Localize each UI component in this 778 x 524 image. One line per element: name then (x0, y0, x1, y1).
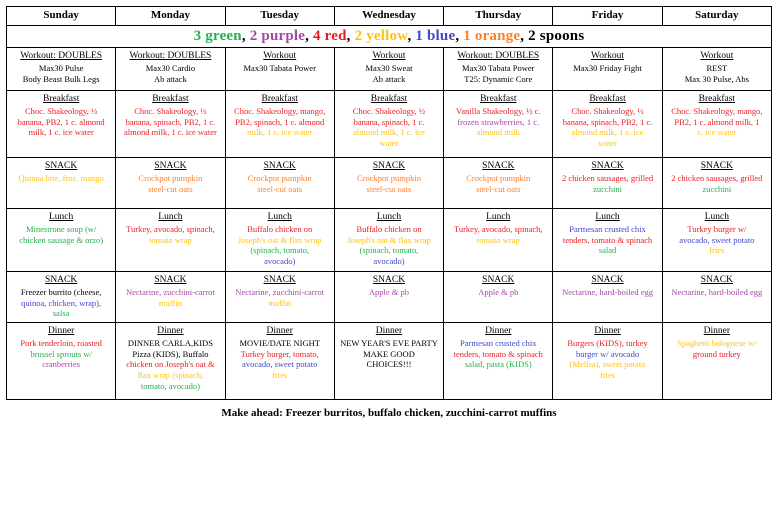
snack-2-cell-2 (225, 272, 334, 323)
workout-label: Workout (700, 51, 734, 61)
breakfast-line-2: almond milk (476, 127, 520, 138)
lunch-label: Lunch (267, 212, 292, 222)
lunch-line-3: avocado) (373, 255, 405, 266)
snack-2-row (7, 272, 772, 323)
lunch-line-3: avocado) (264, 255, 296, 266)
lunch-label: Lunch (486, 212, 511, 222)
snack-2-text (447, 287, 549, 298)
workout-cell-6 (662, 48, 771, 91)
workout-line-1: Max 30 Pulse, Abs (684, 73, 749, 84)
breakfast-label: Breakfast (480, 94, 517, 104)
workout-line-1: T25: Dynamic Core (464, 73, 533, 84)
dinner-cell-1 (116, 323, 225, 400)
dinner-line-1: avocado, sweet potato (242, 359, 318, 370)
dinner-cell-3 (334, 323, 443, 400)
lunch-cell-3 (334, 209, 443, 272)
snack-1-label: SNACK (482, 161, 515, 171)
dinner-line-0: Pizza (KIDS), Buffalo (132, 348, 209, 359)
workout-text (447, 63, 549, 84)
snack-1-text (666, 173, 768, 194)
workout-line-1: Ab attack (372, 73, 406, 84)
lunch-text (666, 224, 768, 256)
dinner-line-1: burger w/ avocado (575, 348, 640, 359)
snack-1-label: SNACK (154, 161, 187, 171)
lunch-text (119, 224, 221, 245)
snack-1-line-0: 2 chicken sausages, grilled (671, 173, 763, 183)
snack-1-line-1: steel-cut oats (257, 183, 302, 194)
breakfast-label: Breakfast (261, 94, 298, 104)
dinner-line-3: fries (599, 369, 616, 380)
breakfast-line-2: almond milk, 1 c. ice water (124, 127, 217, 138)
snack-2-line-0: Nectarine, hard-boiled egg (562, 287, 653, 297)
lunch-line-1: tomato wrap (476, 234, 520, 245)
container-count-part-11: , (520, 28, 529, 44)
snack-1-label: SNACK (45, 161, 78, 171)
snack-1-line-0: Crockpot pumpkin (356, 173, 421, 183)
container-count-part-4: 4 red (313, 28, 347, 44)
workout-line-0: REST (706, 63, 728, 73)
workout-line-1: Body Beast Bulk Legs (22, 73, 100, 84)
snack-1-text (556, 173, 658, 194)
workout-cell-3 (334, 48, 443, 91)
breakfast-text (556, 106, 658, 149)
lunch-row (7, 209, 772, 272)
breakfast-text (338, 106, 440, 149)
snack-1-cell-6 (662, 158, 771, 209)
snack-2-text (119, 287, 221, 308)
breakfast-line-2: milk, 1 c. ice water (247, 127, 313, 138)
breakfast-cell-0 (7, 91, 116, 158)
snack-1-line-0: Crockpot pumpkin (466, 173, 531, 183)
container-count-part-10: 1 orange (463, 28, 521, 44)
breakfast-label: Breakfast (589, 94, 626, 104)
snack-2-label: SNACK (154, 275, 187, 285)
snack-2-text (666, 287, 768, 298)
snack-1-line-0: Crockpot pumpkin (247, 173, 312, 183)
container-count-part-3: , (305, 28, 314, 44)
snack-1-label: SNACK (263, 161, 296, 171)
workout-line-0: Max30 Cardio (145, 63, 196, 73)
day-header-saturday: Saturday (662, 7, 771, 26)
make-ahead-note: Make ahead: Freezer burritos, buffalo chicken, zucchini-carrot muffins (221, 407, 557, 419)
workout-cell-4 (444, 48, 553, 91)
lunch-text (447, 224, 549, 245)
breakfast-label: Breakfast (370, 94, 408, 104)
snack-1-label: SNACK (372, 161, 406, 171)
breakfast-label: Breakfast (152, 94, 189, 104)
dinner-text (666, 338, 768, 359)
snack-1-line-1: zucchini (593, 183, 622, 194)
breakfast-cell-4 (444, 91, 553, 158)
lunch-text (338, 224, 440, 267)
dinner-row (7, 323, 772, 400)
lunch-line-1: tomato wrap (149, 234, 192, 245)
breakfast-label: Breakfast (698, 94, 736, 104)
breakfast-line-1: banana, spinach, PB2, 1 c. (125, 116, 216, 127)
lunch-label: Lunch (376, 212, 402, 222)
snack-2-line-0: Apple & pb (478, 287, 519, 297)
day-header-tuesday: Tuesday (225, 7, 334, 26)
snack-2-text (556, 287, 658, 298)
lunch-line-0: Turkey, avocado, spinach, (453, 224, 543, 234)
container-count-part-2: 2 purple (249, 28, 306, 44)
snack-2-cell-1 (116, 272, 225, 323)
container-count-part-0: 3 green (193, 28, 242, 44)
snack-1-label: SNACK (591, 161, 624, 171)
dinner-subtitle: MOVIE/DATE NIGHT (239, 338, 320, 348)
container-count-part-6: 2 yellow (354, 28, 408, 44)
workout-cell-2 (225, 48, 334, 91)
breakfast-text (229, 106, 331, 138)
dinner-line-2: flax wrap (spinach, (137, 369, 204, 380)
breakfast-line-0: Choc. Shakeology, ½ (134, 106, 207, 116)
dinner-line-0: Spaghetti bolognese w/ (677, 338, 757, 348)
dinner-label: Dinner (157, 326, 184, 336)
snack-2-label: SNACK (591, 275, 624, 285)
breakfast-line-0: Choc. Shakeology, mango, (671, 106, 763, 116)
dinner-subtitle: NEW YEAR'S EVE PARTY (340, 338, 438, 348)
workout-line-0: Max30 Pulse (38, 63, 84, 73)
calendar-body (7, 26, 772, 400)
snack-2-line-0: Freezer burrito (cheese, (20, 287, 102, 297)
workout-text (229, 63, 331, 74)
snack-1-text (338, 173, 440, 194)
dinner-line-2: salad, pasta (KIDS) (464, 359, 532, 370)
snack-1-text (447, 173, 549, 194)
workout-text (10, 63, 112, 84)
workout-label: Workout (263, 51, 297, 61)
dinner-line-0: Burgers (KIDS), turkey (567, 338, 648, 348)
lunch-cell-2 (225, 209, 334, 272)
calendar-table (6, 6, 772, 400)
lunch-text (10, 224, 112, 245)
snack-1-line-0: Quinoa bite, froz. mango (18, 173, 104, 183)
dinner-label: Dinner (594, 326, 621, 336)
breakfast-line-0: Vanilla Shakeology, ½ c. (456, 106, 541, 116)
dinner-text (338, 349, 440, 370)
snack-2-line-1: quinoa, chicken, wrap), (21, 297, 102, 308)
lunch-line-2: (spinach, tomato, (359, 245, 419, 256)
container-counts-cell (7, 26, 772, 48)
breakfast-label: Breakfast (42, 94, 80, 104)
dinner-line-3: tomato, avocado) (140, 380, 200, 391)
lunch-line-0: Buffalo chicken on (356, 224, 422, 234)
day-header-thursday: Thursday (444, 7, 553, 26)
lunch-line-0: Minestrone soup (w/ (25, 224, 97, 234)
breakfast-line-2: almond milk, 1 c. ice (353, 127, 425, 138)
dinner-line-0: MAKE GOOD (363, 348, 415, 359)
breakfast-line-3: water (598, 137, 617, 148)
dinner-line-2: fries (272, 369, 288, 380)
day-header-wednesday: Wednesday (334, 7, 443, 26)
snack-2-cell-4 (444, 272, 553, 323)
snack-2-label: SNACK (700, 275, 733, 285)
workout-line-0: Max30 Sweat (365, 63, 413, 73)
dinner-cell-5 (553, 323, 662, 400)
lunch-line-0: Turkey, avocado, spinach, (126, 224, 215, 234)
breakfast-line-1: PB2, 1 c. almond milk, 1 (674, 116, 760, 127)
lunch-text (556, 224, 658, 256)
breakfast-line-0: Choc. Shakeology, mango, (234, 106, 326, 116)
dinner-subtitle: DINNER CARLA,KIDS (127, 338, 213, 348)
dinner-text (556, 338, 658, 381)
day-header-row (7, 7, 772, 26)
snack-1-cell-3 (334, 158, 443, 209)
snack-1-line-0: Crockpot pumpkin (138, 173, 203, 183)
lunch-line-1: chicken sausage & orzo) (19, 234, 104, 245)
snack-2-line-0: Nectarine, zucchini-carrot (126, 287, 215, 297)
dinner-line-2: cranberries (42, 359, 81, 370)
dinner-label: Dinner (485, 326, 512, 336)
snack-1-cell-1 (116, 158, 225, 209)
breakfast-line-1: banana, PB2, 1 c. almond (17, 116, 105, 127)
calendar-header (7, 7, 772, 26)
dinner-line-1: CHOICES!!! (366, 359, 412, 370)
workout-line-1: Ab attack (154, 73, 187, 84)
snack-2-text (338, 287, 440, 298)
workout-line-0: Max30 Tabata Power (243, 63, 316, 73)
snack-2-label: SNACK (45, 275, 78, 285)
breakfast-line-2: c. ice water (697, 127, 737, 138)
workout-label: Workout: DOUBLES (129, 51, 212, 61)
breakfast-line-2: almond milk, 1 c. ice (571, 127, 644, 138)
workout-line-0: Max30 Tabata Power (462, 63, 535, 73)
snack-2-line-0: Apple & pb (368, 287, 410, 297)
snack-1-cell-5 (553, 158, 662, 209)
workout-line-0: Max30 Friday Fight (573, 63, 642, 73)
dinner-line-2: (Melisa), sweet potato (569, 359, 646, 370)
dinner-cell-2 (225, 323, 334, 400)
workout-cell-0 (7, 48, 116, 91)
breakfast-cell-5 (553, 91, 662, 158)
lunch-text (229, 224, 331, 267)
workout-cell-1 (116, 48, 225, 91)
dinner-label: Dinner (375, 326, 403, 336)
snack-2-cell-3 (334, 272, 443, 323)
workout-text (556, 63, 658, 74)
breakfast-row (7, 91, 772, 158)
lunch-label: Lunch (704, 212, 729, 222)
lunch-line-1: avocado, sweet potato (679, 234, 755, 245)
snack-2-line-2: salsa (52, 308, 70, 319)
dinner-text (229, 349, 331, 381)
dinner-line-1: ground turkey (692, 348, 741, 359)
breakfast-line-0: Choc. Shakeology, ½ (352, 106, 426, 116)
snack-1-text (119, 173, 221, 194)
container-count-part-7: , (407, 28, 416, 44)
workout-label: Workout: DOUBLES (20, 51, 103, 61)
lunch-cell-1 (116, 209, 225, 272)
container-count-part-1: , (241, 28, 250, 44)
snack-1-line-1: steel-cut oats (475, 183, 521, 194)
lunch-cell-0 (7, 209, 116, 272)
dinner-text (447, 338, 549, 370)
lunch-label: Lunch (158, 212, 183, 222)
dinner-text (10, 338, 112, 370)
workout-row (7, 48, 772, 91)
container-count-part-9: , (455, 28, 464, 44)
snack-2-cell-6 (662, 272, 771, 323)
snack-2-cell-5 (553, 272, 662, 323)
snack-1-cell-4 (444, 158, 553, 209)
snack-1-text (229, 173, 331, 194)
snack-1-text (10, 173, 112, 184)
dinner-line-1: chicken on Joseph's oat & (126, 359, 215, 370)
snack-2-line-0: Nectarine, hard-boiled egg (671, 287, 763, 297)
lunch-line-0: Turkey burger w/ (687, 224, 747, 234)
lunch-cell-6 (662, 209, 771, 272)
lunch-cell-4 (444, 209, 553, 272)
dinner-text (119, 349, 221, 392)
lunch-label: Lunch (595, 212, 620, 222)
breakfast-line-0: Choc. Shakeology, ½ (24, 106, 98, 116)
breakfast-text (447, 106, 549, 138)
lunch-line-1: tenders, tomato & spinach (562, 234, 653, 245)
workout-cell-5 (553, 48, 662, 91)
breakfast-line-3: water (379, 137, 399, 148)
lunch-cell-5 (553, 209, 662, 272)
dinner-label: Dinner (47, 326, 75, 336)
container-count-part-5: , (346, 28, 355, 44)
breakfast-line-1: banana, spinach, PB2, 1 c. (562, 116, 653, 127)
breakfast-line-1: banana, spinach, 1 c. (353, 116, 425, 127)
container-count-part-12: 2 spoons (528, 28, 585, 44)
snack-2-cell-0 (7, 272, 116, 323)
snack-1-label: SNACK (700, 161, 733, 171)
dinner-line-1: tenders, tomato & spinach (453, 348, 543, 359)
breakfast-line-1: PB2, spinach, 1 c. almond (235, 116, 325, 127)
snack-1-line-1: steel-cut oats (366, 183, 412, 194)
day-header-sunday: Sunday (7, 7, 116, 26)
dinner-line-0: Pork tenderloin, roasted (20, 338, 102, 348)
breakfast-line-0: Choc. Shakeology, ½ (571, 106, 644, 116)
dinner-cell-0 (7, 323, 116, 400)
breakfast-text (119, 106, 221, 138)
workout-label: Workout (372, 51, 406, 61)
breakfast-line-2: milk, 1 c. ice water (28, 127, 94, 138)
snack-2-text (10, 287, 112, 319)
dinner-label: Dinner (703, 326, 731, 336)
workout-text (119, 63, 221, 84)
container-counts-text (10, 28, 768, 45)
snack-1-line-0: 2 chicken sausages, grilled (561, 173, 654, 183)
snack-2-line-1: muffin (158, 297, 182, 308)
dinner-line-1: brussel sprouts w/ (30, 348, 92, 359)
dinner-line-0: Parmesan crusted chix (460, 338, 537, 348)
lunch-label: Lunch (49, 212, 74, 222)
lunch-line-1: Joseph's oat & flax wrap (237, 234, 322, 245)
snack-2-label: SNACK (372, 275, 406, 285)
lunch-line-0: Parmesan crusted chix (569, 224, 646, 234)
container-count-part-8: 1 blue (415, 28, 456, 44)
breakfast-text (666, 106, 768, 138)
snack-1-cell-0 (7, 158, 116, 209)
snack-2-line-0: Nectarine, zucchini-carrot (235, 287, 325, 297)
snack-1-line-1: zucchini (702, 183, 732, 194)
dinner-cell-6 (662, 323, 771, 400)
workout-label: Workout: DOUBLES (457, 51, 540, 61)
breakfast-cell-3 (334, 91, 443, 158)
lunch-line-1: Joseph's oat & flax wrap (347, 234, 431, 245)
breakfast-cell-2 (225, 91, 334, 158)
breakfast-cell-1 (116, 91, 225, 158)
breakfast-cell-6 (662, 91, 771, 158)
lunch-line-2: fries (709, 245, 725, 256)
snack-2-label: SNACK (263, 275, 296, 285)
dinner-label: Dinner (266, 326, 293, 336)
container-counts-row (7, 26, 772, 48)
workout-text (666, 63, 768, 84)
dinner-line-0: Turkey burger, tomato, (240, 348, 319, 359)
breakfast-line-1: frozen strawberries, 1 c. (457, 116, 540, 127)
snack-2-line-1: muffin (268, 297, 292, 308)
lunch-line-2: salad (598, 245, 617, 256)
day-header-monday: Monday (116, 7, 225, 26)
snack-2-text (229, 287, 331, 308)
lunch-line-2: (spinach, tomato, (250, 245, 310, 256)
workout-label: Workout (591, 51, 625, 61)
snack-1-line-1: steel-cut oats (148, 183, 193, 194)
lunch-line-0: Buffalo chicken on (247, 224, 313, 234)
snack-1-row (7, 158, 772, 209)
snack-1-cell-2 (225, 158, 334, 209)
dinner-cell-4 (444, 323, 553, 400)
breakfast-text (10, 106, 112, 138)
snack-2-label: SNACK (482, 275, 515, 285)
workout-text (338, 63, 440, 84)
day-header-friday: Friday (553, 7, 662, 26)
